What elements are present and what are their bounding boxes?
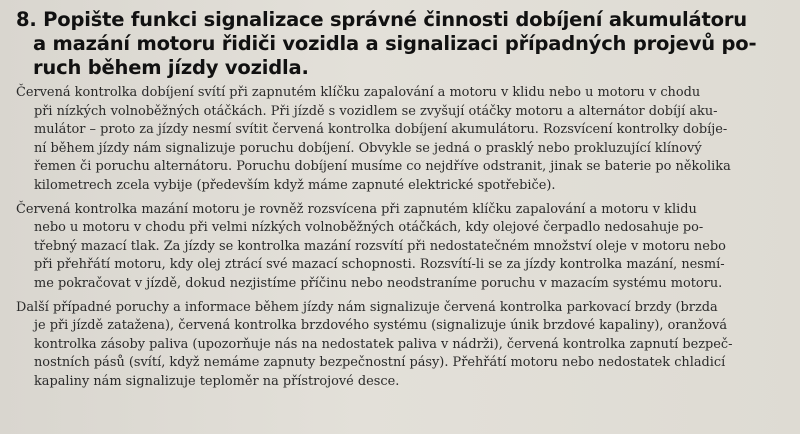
text-line: je při jízdě zatažena), červená kontrolka brzdového systému (signalizuje únik brzdové kapaliny), oranžová xyxy=(34,318,728,334)
text-line: třebný mazací tlak. Za jízdy se kontrolka mazání rozsvítí při nedostatečném množství oleje v motoru nebo xyxy=(34,238,726,254)
text-line: ní během jízdy nám signalizuje poruchu dobíjení. Obvykle se jedná o prasklý nebo prokluzující klínový xyxy=(34,140,702,156)
text-line: me pokračovat v jízdě, dokud nezjistíme příčinu nebo neodstraníme poruchu v mazacím systému motoru. xyxy=(34,275,723,291)
text-line: při nízkých volnoběžných otáčkách. Při jízdě s vozidlem se zvyšují otáčky motoru a alternátor dobíjí aku- xyxy=(34,103,718,119)
heading-line: ruch během jízdy vozidla. xyxy=(33,56,309,79)
heading-line: 8. Popište funkci signalizace správné činnosti dobíjení akumulátoru xyxy=(16,8,747,31)
text-line: kilometrech zcela vybije (především když máme zapnuté elektrické spotřebiče). xyxy=(34,177,556,193)
text-line: při přehřátí motoru, kdy olej ztrácí své mazací schopnosti. Rozsvítí-li se za jízdy kontrolka mazání, nesmí- xyxy=(34,257,725,273)
question-heading xyxy=(16,8,786,80)
paragraph-charging xyxy=(16,84,786,196)
heading-line: a mazání motoru řidiči vozidla a signalizaci případných projevů po- xyxy=(33,32,757,55)
text-line: Červená kontrolka dobíjení svítí při zapnutém klíčku zapalování a motoru v klidu nebo u motoru v chodu xyxy=(16,85,701,100)
paragraph-other-faults xyxy=(16,299,786,392)
text-line: Další případné poruchy a informace během jízdy nám signalizuje červená kontrolka parkovací brzdy (brzda xyxy=(16,299,718,315)
text-line: Červená kontrolka mazání motoru je rovněž rozsvícena při zapnutém klíčku zapalování a motoru v klidu xyxy=(16,201,697,217)
text-line: mulátor – proto za jízdy nesmí svítit červená kontrolka dobíjení akumulátoru. Rozsvícení kontrolky dobíje- xyxy=(34,122,728,138)
text-line: řemen či poruchu alternátoru. Poruchu dobíjení musíme co nejdříve odstranit, jinak se baterie po několika xyxy=(34,159,731,175)
text-line: nostních pásů (svítí, když nemáme zapnuty bezpečnostní pásy). Přehřátí motoru nebo nedostatek chladicí xyxy=(34,355,726,371)
text-line: kapaliny nám signalizuje teploměr na přístrojové desce. xyxy=(34,373,400,389)
paragraph-lubrication xyxy=(16,201,786,294)
text-line: nebo u motoru v chodu při velmi nízkých volnoběžných otáčkách, kdy olejové čerpadlo nedosahuje po- xyxy=(34,220,704,236)
text-line: kontrolka zásoby paliva (upozorňuje nás na nedostatek paliva v nádrži), červená kontrolka zapnutí bezpeč- xyxy=(34,336,733,352)
